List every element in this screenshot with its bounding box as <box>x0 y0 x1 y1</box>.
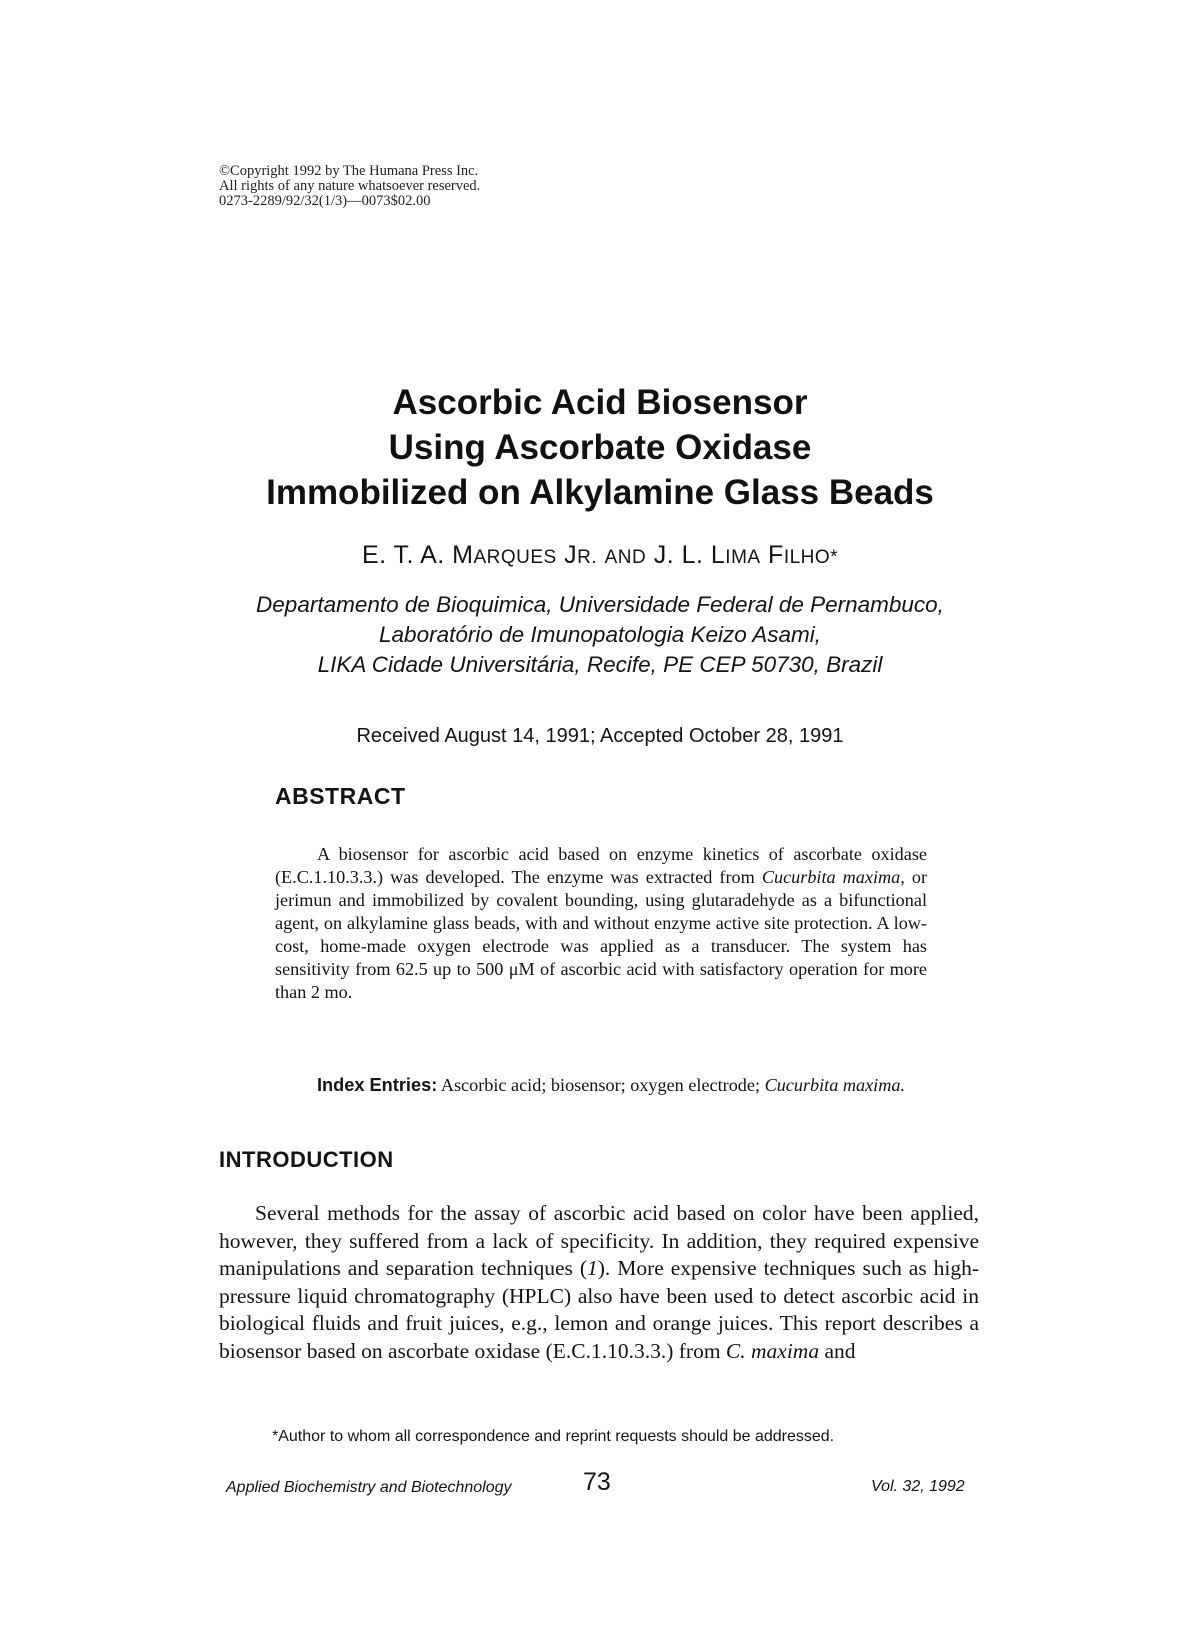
paper-title <box>200 380 1000 515</box>
reference-number: 1 <box>587 1256 598 1281</box>
title-line: Immobilized on Alkylamine Glass Beads <box>266 473 934 512</box>
author-1: E. T. A. MARQUES JR. <box>361 541 598 569</box>
title-line: Ascorbic Acid Biosensor <box>392 383 808 422</box>
species-name: Cucurbita maxima, <box>761 867 905 887</box>
index-entries: Index Entries: Ascorbic acid; biosensor; oxygen electrode; Cucurbita maxima. <box>317 1075 906 1095</box>
affiliation-line: LIKA Cidade Universitária, Recife, PE CEP 50730, Brazil <box>317 652 883 677</box>
abstract-body: A biosensor for ascorbic acid based on enzyme kinetics of ascorbate oxidase (E.C.1.10.3.3.) was developed. The enzyme was extracted from Cucurbita maxima, or jerimun and immobilized by covalent bounding, using glutaradehyde as a bifunctional agent, on alkylamine glass beads, with and without enzyme active site protection. A low-cost, home-made oxygen electrode was applied as a transducer. The system has sensitivity from 62.5 up to 500 μM of ascorbic acid with satisfactory operation for more than 2 mo. <box>275 844 927 1002</box>
author-conjunction: AND <box>604 547 647 568</box>
species-name: C. maxima <box>725 1338 820 1363</box>
abstract-heading: ABSTRACT <box>275 783 406 809</box>
introduction-body: Several methods for the assay of ascorbic acid based on color have been applied, however, they suffered from a lack of specificity. In addition, they required expensive manipulations and separation techniques (1). More expensive techniques such as high-pressure liquid chromatography (HPLC) also have been used to detect ascorbic acid in biological fluids and fruit juices, e.g., lemon and orange juices. This report describes a biosensor based on ascorbate oxidase (E.C.1.10.3.3.) from C. maxima and <box>219 1201 979 1363</box>
volume-info: Vol. 32, 1992 <box>871 1478 965 1495</box>
copyright-line: 0273-2289/92/32(1/3)—0073$02.00 <box>219 193 431 209</box>
copyright-notice <box>219 164 480 209</box>
author-list <box>200 540 1000 573</box>
affiliation-line: Laboratório de Imunopatologia Keizo Asami, <box>379 622 821 647</box>
affiliation <box>140 590 1060 680</box>
author-2: J. L. LIMA FILHO* <box>653 541 839 569</box>
introduction-heading: INTRODUCTION <box>219 1147 394 1172</box>
journal-name: Applied Biochemistry and Biotechnology <box>226 1479 512 1496</box>
copyright-line: All rights of any nature whatsoever reserved. <box>219 178 481 194</box>
copyright-line: ©Copyright 1992 by The Humana Press Inc. <box>219 163 479 179</box>
page-number: 73 <box>583 1468 611 1496</box>
affiliation-line: Departamento de Bioquimica, Universidade Federal de Pernambuco, <box>256 592 944 617</box>
author-footnote: *Author to whom all correspondence and reprint requests should be addressed. <box>272 1428 835 1445</box>
index-entries-label: Index Entries: <box>317 1075 438 1095</box>
species-name: Cucurbita maxima. <box>764 1075 906 1095</box>
title-line: Using Ascorbate Oxidase <box>388 428 812 467</box>
received-dates: Received August 14, 1991; Accepted October 28, 1991 <box>356 725 844 747</box>
